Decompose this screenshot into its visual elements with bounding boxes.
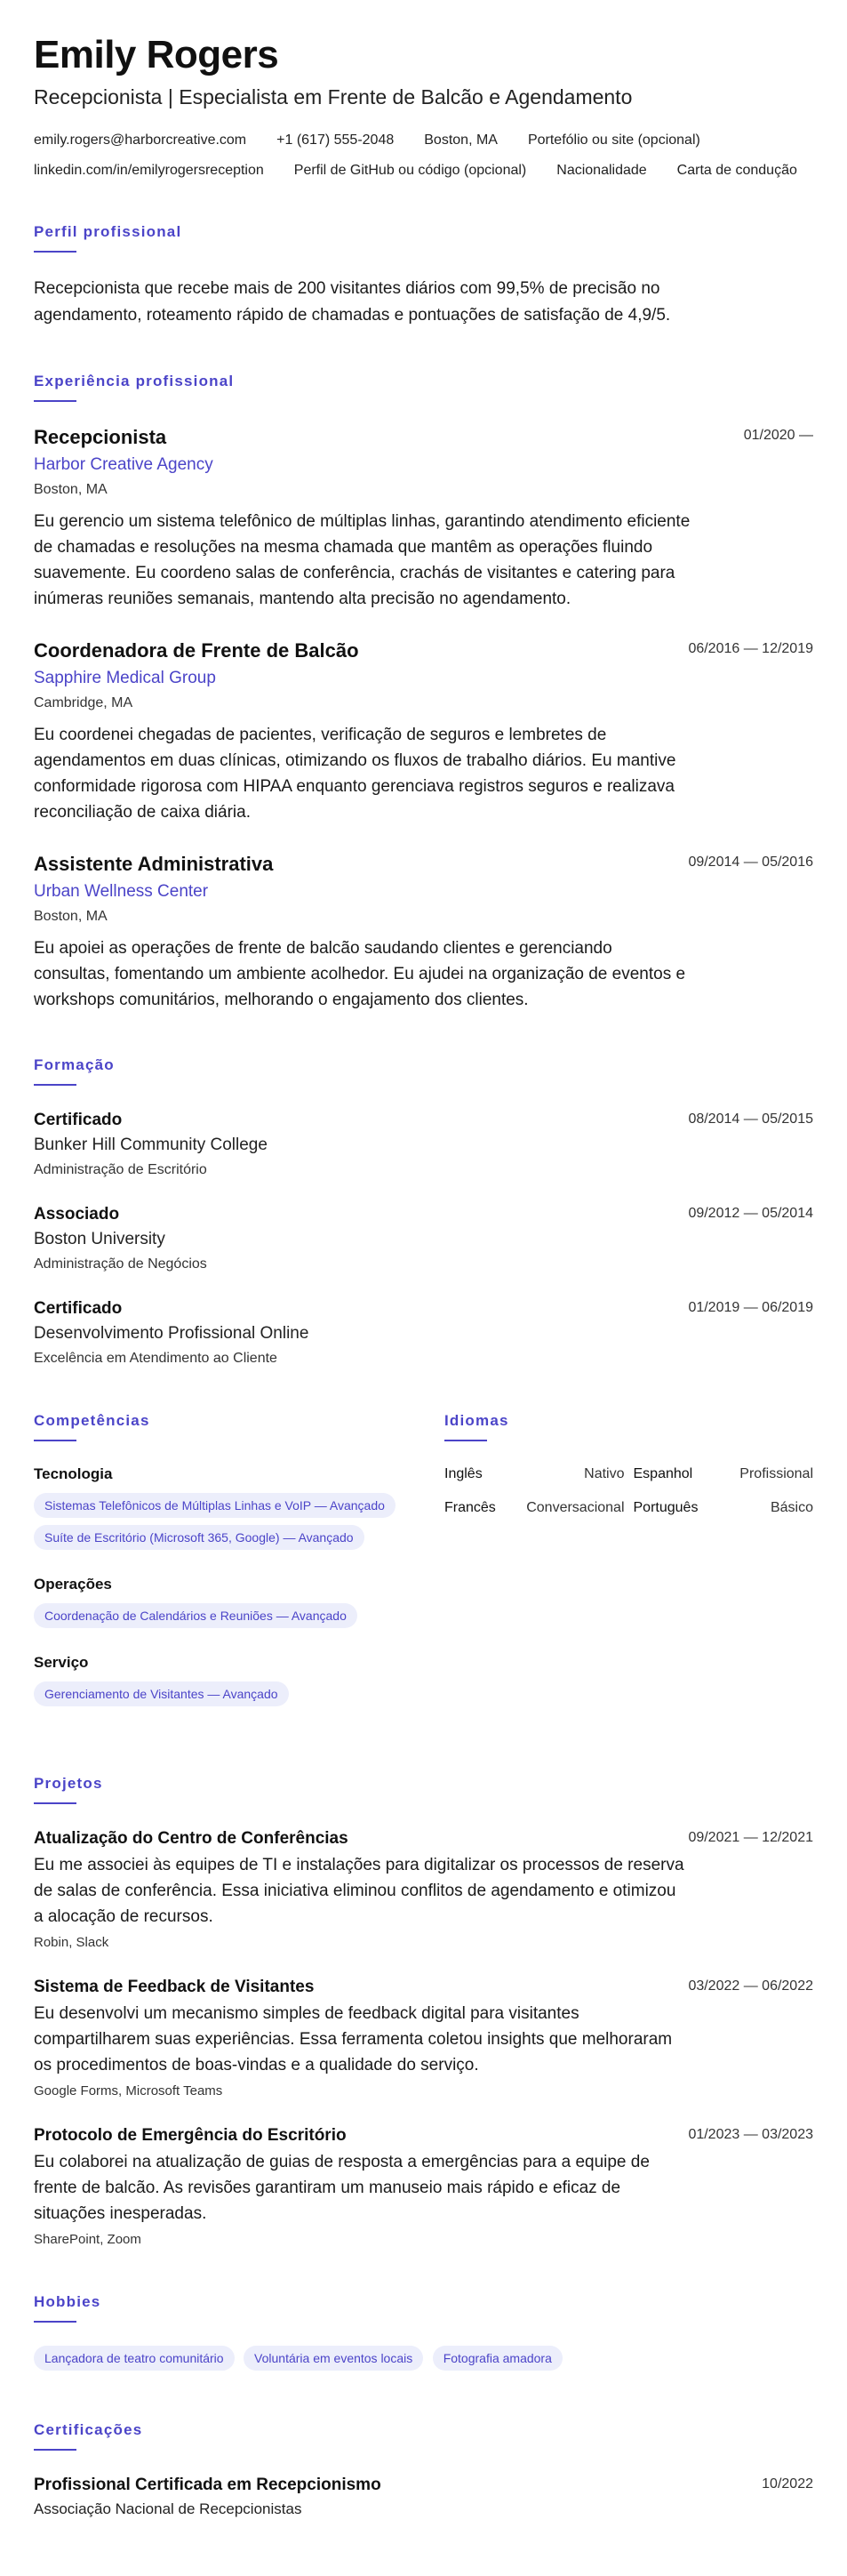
- project-entry: [34, 2124, 813, 2250]
- education-section: [34, 1055, 813, 1368]
- project-name: Atualização do Centro de Conferências: [34, 1829, 348, 1848]
- languages-list: [444, 1465, 813, 1518]
- project-tools: Robin, Slack: [34, 1935, 109, 1950]
- contact-phone[interactable]: +1 (617) 555-2048: [276, 132, 395, 148]
- job-title: Recepcionista: [34, 426, 167, 448]
- section-divider: [34, 1084, 76, 1086]
- contact-nationality: Nacionalidade: [556, 163, 647, 178]
- hobbies-section: [34, 2292, 813, 2378]
- job-entry: [34, 638, 813, 825]
- job-description: Eu gerencio um sistema telefônico de múltiplas linhas, garantindo atendimento eficiente de chamadas e resoluções na mesma chamada que mantêm as operações fluindo suavemente. Eu coordeno salas de conferência, crachás de visitantes e catering para inúmeras reuniões semanais, mantendo alta precisão no agendamento.: [34, 512, 691, 608]
- language-level: Básico: [770, 1500, 813, 1515]
- job-company: Harbor Creative Agency: [34, 455, 213, 474]
- education-heading: Formação: [34, 1056, 115, 1073]
- experience-heading: Experiência profissional: [34, 373, 235, 389]
- job-dates: 01/2020 —: [743, 428, 813, 443]
- hobbies-list: [34, 2346, 813, 2378]
- education-degree: Certificado: [34, 1299, 123, 1318]
- project-dates: 01/2023 — 03/2023: [688, 2127, 813, 2142]
- project-description: Eu colaborei na atualização de guias de resposta a emergências para a equipe de frente de balcão. As revisões garantiram um manuseio mais rápido e eficaz de situações inesperadas.: [34, 2153, 650, 2223]
- profile-summary: Recepcionista que recebe mais de 200 visitantes diários com 99,5% de precisão no agendamento, roteamento rápido de chamadas e pontuações de satisfação de 4,9/5.: [34, 279, 671, 325]
- projects-heading: Projetos: [34, 1775, 103, 1792]
- section-divider: [444, 1440, 487, 1441]
- hobby-pill: Voluntária em eventos locais: [244, 2346, 423, 2371]
- project-dates: 09/2021 — 12/2021: [688, 1830, 813, 1845]
- language-item: [634, 1465, 814, 1484]
- education-dates: 01/2019 — 06/2019: [688, 1300, 813, 1315]
- education-entry: [34, 1203, 813, 1274]
- job-entry: [34, 425, 813, 612]
- language-level: Conversacional: [526, 1500, 625, 1515]
- education-school: Bunker Hill Community College: [34, 1136, 268, 1154]
- education-entry: [34, 1297, 813, 1368]
- certification-date: 10/2022: [762, 2476, 813, 2492]
- project-name: Protocolo de Emergência do Escritório: [34, 2126, 347, 2145]
- job-dates: 09/2014 — 05/2016: [688, 855, 813, 870]
- project-entry: [34, 1976, 813, 2101]
- language-level: Profissional: [739, 1466, 813, 1481]
- projects-section: [34, 1774, 813, 2250]
- hobbies-heading: Hobbies: [34, 2293, 101, 2310]
- skill-group: [34, 1465, 403, 1557]
- language-item: [634, 1498, 814, 1518]
- education-school: Boston University: [34, 1230, 165, 1248]
- section-divider: [34, 2321, 76, 2323]
- job-location: Boston, MA: [34, 909, 108, 924]
- contact-info: [34, 132, 807, 180]
- skill-group: [34, 1575, 403, 1635]
- job-title: Assistente Administrativa: [34, 853, 274, 875]
- skill-pill: Suíte de Escritório (Microsoft 365, Google) — Avançado: [34, 1525, 364, 1550]
- job-location: Cambridge, MA: [34, 695, 133, 710]
- skill-category: Operações: [34, 1576, 112, 1593]
- section-divider: [34, 251, 76, 253]
- language-name: Francês: [444, 1500, 496, 1515]
- project-description: Eu me associei às equipes de TI e instalações para digitalizar os processos de reserva de salas de conferência. Essa iniciativa eliminou conflitos de agendamento e otimizou a alocação de recursos.: [34, 1856, 684, 1926]
- education-school: Desenvolvimento Profissional Online: [34, 1324, 309, 1343]
- language-level: Nativo: [584, 1466, 625, 1481]
- contact-location: Boston, MA: [424, 132, 498, 148]
- job-description: Eu coordenei chegadas de pacientes, verificação de seguros e lembretes de agendamentos em duas clínicas, otimizando os fluxos de trabalho diários. Eu mantive conformidade rigorosa com HIPAA enquanto gerenciava registros seguros e realizava reconciliação de caixa diária.: [34, 726, 676, 822]
- language-item: [444, 1465, 625, 1484]
- project-name: Sistema de Feedback de Visitantes: [34, 1978, 315, 1996]
- experience-section: [34, 372, 813, 1013]
- education-field: Administração de Escritório: [34, 1162, 207, 1177]
- languages-heading: Idiomas: [444, 1412, 509, 1429]
- education-entry: [34, 1109, 813, 1180]
- contact-portfolio[interactable]: Portefólio ou site (opcional): [527, 132, 700, 148]
- project-tools: SharePoint, Zoom: [34, 2232, 141, 2247]
- certifications-heading: Certificações: [34, 2421, 143, 2438]
- contact-email[interactable]: emily.rogers@harborcreative.com: [34, 132, 247, 148]
- education-dates: 08/2014 — 05/2015: [688, 1111, 813, 1127]
- section-divider: [34, 400, 76, 402]
- job-company: Urban Wellness Center: [34, 882, 209, 901]
- education-degree: Certificado: [34, 1111, 123, 1129]
- skills-heading: Competências: [34, 1412, 150, 1429]
- hobby-pill: Lançadora de teatro comunitário: [34, 2346, 235, 2371]
- contact-driving-license: Carta de condução: [676, 163, 797, 178]
- section-divider: [34, 1440, 76, 1441]
- job-entry: [34, 852, 813, 1013]
- language-name: Português: [633, 1500, 699, 1515]
- skills-column: [34, 1411, 403, 1731]
- certification-issuer: Associação Nacional de Recepcionistas: [34, 2500, 302, 2517]
- education-field: Excelência em Atendimento ao Cliente: [34, 1351, 277, 1366]
- candidate-title: Recepcionista | Especialista em Frente de Balcão e Agendamento: [34, 85, 633, 108]
- project-description: Eu desenvolvi um mecanismo simples de feedback digital para visitantes compartilharem suas experiências. Essa ferramenta coletou insights que melhoraram os procedimentos de boas-vindas e a qualidade do serviço.: [34, 2004, 673, 2074]
- job-title: Coordenadora de Frente de Balcão: [34, 639, 359, 662]
- education-degree: Associado: [34, 1205, 120, 1224]
- language-name: Inglês: [444, 1466, 483, 1481]
- language-name: Espanhol: [633, 1466, 693, 1481]
- language-item: [444, 1498, 625, 1518]
- job-location: Boston, MA: [34, 482, 108, 497]
- resume-header: [34, 32, 813, 180]
- candidate-name: Emily Rogers: [34, 33, 279, 76]
- project-entry: [34, 1827, 813, 1953]
- skills-languages-section: [34, 1411, 813, 1731]
- skill-category: Serviço: [34, 1654, 89, 1671]
- profile-section: [34, 222, 813, 329]
- certification-name: Profissional Certificada em Recepcionismo: [34, 2476, 381, 2494]
- hobby-pill: Fotografia amadora: [433, 2346, 563, 2371]
- education-dates: 09/2012 — 05/2014: [688, 1206, 813, 1221]
- certification-entry: [34, 2474, 813, 2520]
- skill-category: Tecnologia: [34, 1465, 113, 1482]
- contact-linkedin[interactable]: linkedin.com/in/emilyrogersreception: [34, 163, 264, 178]
- profile-heading: Perfil profissional: [34, 223, 182, 240]
- section-divider: [34, 1802, 76, 1804]
- contact-github[interactable]: Perfil de GitHub ou código (opcional): [293, 163, 527, 178]
- job-description: Eu apoiei as operações de frente de balcão saudando clientes e gerenciando consultas, fomentando um ambiente acolhedor. Eu ajudei na organização de eventos e workshops comunitários, melhorando o engajamento dos clientes.: [34, 939, 686, 1009]
- project-tools: Google Forms, Microsoft Teams: [34, 2083, 223, 2099]
- section-divider: [34, 2449, 76, 2451]
- education-field: Administração de Negócios: [34, 1256, 207, 1272]
- job-company: Sapphire Medical Group: [34, 669, 216, 687]
- project-dates: 03/2022 — 06/2022: [688, 1978, 813, 1994]
- job-dates: 06/2016 — 12/2019: [688, 641, 813, 656]
- certifications-section: [34, 2420, 813, 2520]
- languages-column: [444, 1411, 813, 1731]
- skill-pill: Coordenação de Calendários e Reuniões — Avançado: [34, 1603, 357, 1628]
- skill-group: [34, 1653, 403, 1713]
- skill-pill: Gerenciamento de Visitantes — Avançado: [34, 1681, 289, 1706]
- skill-pill: Sistemas Telefônicos de Múltiplas Linhas e VoIP — Avançado: [34, 1493, 396, 1518]
